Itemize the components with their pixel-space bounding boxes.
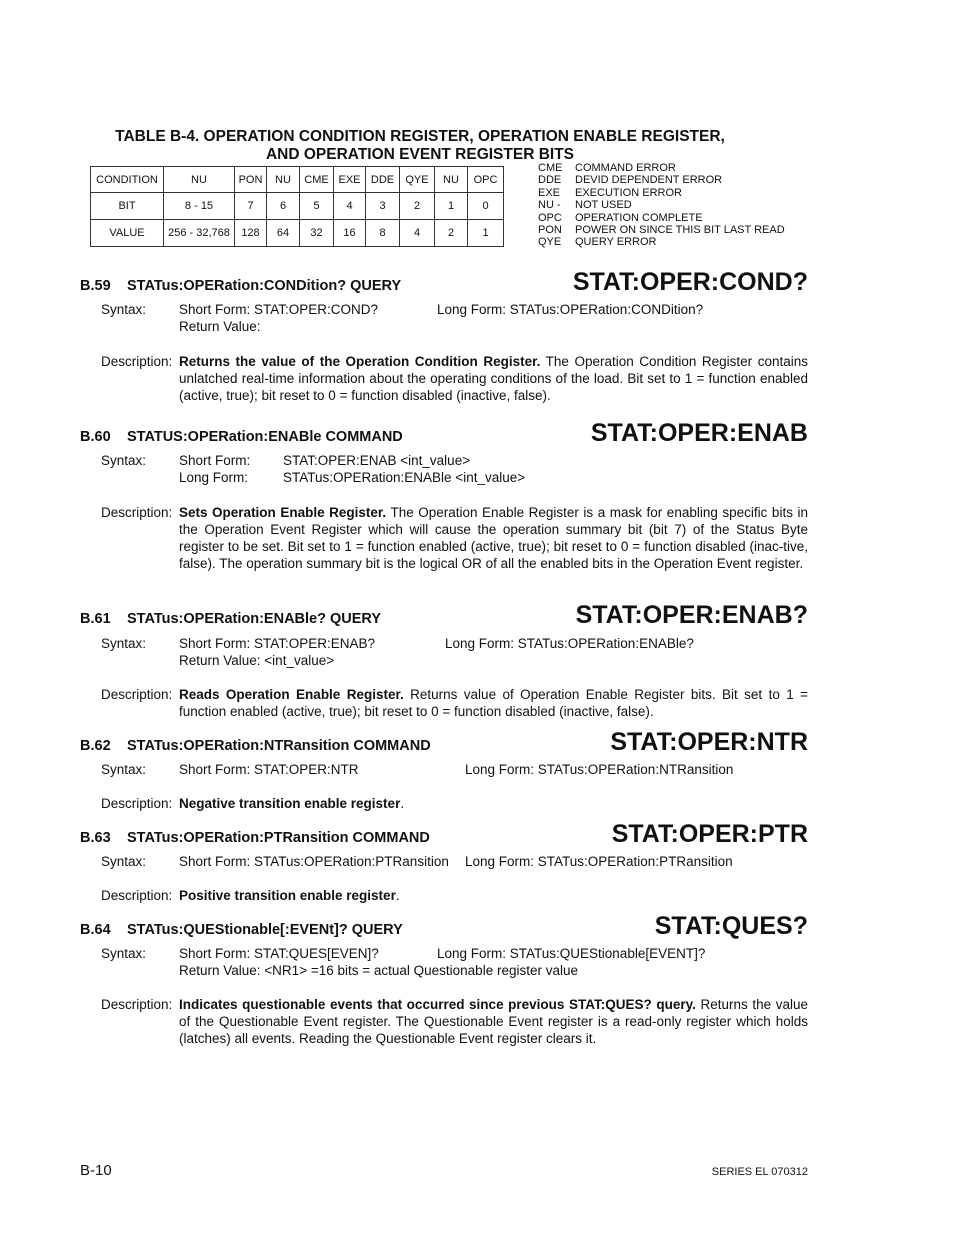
command-title-b60: STAT:OPER:ENAB: [590, 419, 808, 447]
table-cell: OPC: [468, 167, 504, 193]
legend-desc: POWER ON SINCE THIS BIT LAST READ: [575, 224, 785, 237]
section-title: STATus:QUEStionable[:EVENt]? QUERY: [127, 922, 403, 938]
long-form: Long Form: STATus:QUEStionable[EVENT]?: [437, 946, 706, 961]
legend-item: [538, 236, 785, 248]
section-heading-b63: [80, 830, 430, 846]
short-form: Short Form: STAT:QUES[EVEN]?: [179, 946, 379, 961]
long-form: Long Form: STATus:OPERation:PTRansition: [465, 854, 733, 869]
description-text: [179, 887, 808, 904]
syntax-label: Syntax:: [101, 453, 147, 468]
legend-desc: OPERATION COMPLETE: [575, 211, 703, 224]
short-form: Short Form: STAT:OPER:NTR: [179, 762, 359, 777]
description-rest: Returns the value of the Questionable Event register. The Questionable Event register is a read-only register which holds (latches) all events. Reading the Questionable Event register clears it.: [179, 997, 808, 1046]
table-cell: NU: [164, 167, 235, 193]
syntax-label: Syntax:: [101, 946, 147, 961]
long-form-label: Long Form:: [179, 470, 249, 485]
description-rest: The Operation Condition Register contains unlatched real-time information about the operating conditions of the load. Bit set to 1 = function enabled (active, true); bit reset to 0 = function disabled (inactive, false).: [179, 354, 808, 403]
description-bold: Sets Operation Enable Register.: [179, 505, 387, 520]
section-title: STATus:OPERation:PTRansition COMMAND: [127, 830, 430, 846]
legend-desc: NOT USED: [575, 199, 632, 212]
table-cell: PON: [235, 167, 267, 193]
description-label: Description:: [101, 505, 173, 520]
table-cell: CME: [300, 167, 334, 193]
section-number: B.63: [80, 830, 111, 846]
description-text: [179, 795, 808, 812]
legend-key: NU -: [538, 199, 561, 212]
legend-item: [538, 199, 785, 211]
legend-key: CME: [538, 162, 563, 174]
section-number: B.60: [80, 429, 111, 445]
description-label: Description:: [101, 796, 173, 811]
section-number: B.62: [80, 738, 111, 754]
long-form: Long Form: STATus:OPERation:ENABle?: [445, 636, 694, 651]
description-text: [179, 686, 808, 720]
short-form: Short Form: STAT:OPER:COND?: [179, 302, 379, 317]
table-cell: NU: [267, 167, 300, 193]
table-cell: CONDITION: [91, 167, 164, 193]
short-form: Short Form: STATus:OPERation:PTRansition: [179, 854, 449, 869]
register-bits-table: [90, 166, 504, 247]
table-cell: 1: [435, 193, 468, 220]
command-title-b62: STAT:OPER:NTR: [610, 728, 808, 756]
legend-item: [538, 212, 785, 224]
section-heading-b64: [80, 922, 403, 938]
description-bold: Negative transition enable register: [179, 796, 401, 811]
legend-item: [538, 224, 785, 236]
abbreviation-legend: [538, 162, 785, 249]
table-cell: EXE: [334, 167, 366, 193]
table-cell: 32: [300, 220, 334, 247]
section-title: STATUS:OPERation:ENABle COMMAND: [127, 429, 403, 445]
table-cell: BIT: [91, 193, 164, 220]
table-row-value: [91, 220, 504, 247]
table-cell: 8 - 15: [164, 193, 235, 220]
table-cell: 64: [267, 220, 300, 247]
syntax-label: Syntax:: [101, 636, 147, 651]
section-title: STATus:OPERation:NTRansition COMMAND: [127, 738, 431, 754]
return-value: Return Value:: [179, 319, 261, 334]
description-bold: Returns the value of the Operation Condition Register.: [179, 354, 541, 369]
legend-desc: DEVID DEPENDENT ERROR: [575, 174, 723, 187]
table-cell: 1: [468, 220, 504, 247]
table-cell: 8: [366, 220, 400, 247]
command-title-b63: STAT:OPER:PTR: [611, 820, 808, 848]
description-bold: Reads Operation Enable Register.: [179, 687, 404, 702]
legend-key: OPC: [538, 211, 562, 224]
table-title-line2: AND OPERATION EVENT REGISTER BITS: [265, 146, 575, 163]
command-title-b61: STAT:OPER:ENAB?: [575, 601, 808, 629]
page-number: B-10: [80, 1162, 112, 1179]
legend-key: PON: [538, 224, 562, 237]
section-number: B.59: [80, 278, 111, 294]
long-form: Long Form: STATus:OPERation:NTRansition: [465, 762, 734, 777]
table-row-condition: [91, 167, 504, 193]
description-label: Description:: [101, 354, 173, 369]
section-heading-b60: [80, 429, 403, 445]
section-title: STATus:OPERation:CONDition? QUERY: [127, 278, 402, 294]
command-title-b64: STAT:QUES?: [654, 912, 808, 940]
section-heading-b61: [80, 611, 381, 627]
legend-desc: EXECUTION ERROR: [575, 186, 682, 199]
legend-key: DDE: [538, 174, 562, 187]
legend-key: EXE: [538, 186, 561, 199]
legend-desc: QUERY ERROR: [575, 236, 657, 249]
short-form: Short Form: STAT:OPER:ENAB?: [179, 636, 376, 651]
legend-item: [538, 187, 785, 199]
series-footer: SERIES EL 070312: [711, 1166, 808, 1178]
description-label: Description:: [101, 888, 173, 903]
legend-key: QYE: [538, 236, 562, 249]
section-number: B.61: [80, 611, 111, 627]
description-label: Description:: [101, 687, 173, 702]
table-cell: NU: [435, 167, 468, 193]
syntax-label: Syntax:: [101, 854, 147, 869]
table-cell: 0: [468, 193, 504, 220]
table-row-bit: [91, 193, 504, 220]
table-cell: 2: [400, 193, 435, 220]
table-cell: 6: [267, 193, 300, 220]
return-value: Return Value: <NR1> =16 bits = actual Questionable register value: [179, 963, 578, 978]
description-bold: Indicates questionable events that occurred since previous STAT:QUES? query.: [179, 997, 696, 1012]
long-form: Long Form: STATus:OPERation:CONDition?: [437, 302, 704, 317]
section-title: STATus:OPERation:ENABle? QUERY: [127, 611, 382, 627]
description-text: [179, 996, 808, 1047]
command-title-b59: STAT:OPER:COND?: [572, 268, 808, 296]
return-value: Return Value: <int_value>: [179, 653, 335, 668]
legend-item: [538, 174, 785, 186]
table-cell: DDE: [366, 167, 400, 193]
description-rest: .: [395, 888, 400, 903]
section-heading-b62: [80, 738, 431, 754]
description-text: [179, 504, 808, 572]
long-form: STATus:OPERation:ENABle <int_value>: [283, 470, 526, 485]
description-rest: Returns value of Operation Enable Register bits. Bit set to 1 = function enabled (active, true); bit reset to 0 = function disabled (inactive, false).: [179, 687, 808, 719]
table-cell: 16: [334, 220, 366, 247]
table-cell: 256 - 32,768: [164, 220, 235, 247]
legend-item: [538, 162, 785, 174]
table-cell: 4: [334, 193, 366, 220]
description-rest: .: [400, 796, 405, 811]
syntax-label: Syntax:: [101, 302, 147, 317]
table-cell: 128: [235, 220, 267, 247]
section-number: B.64: [80, 922, 111, 938]
table-cell: QYE: [400, 167, 435, 193]
table-cell: 5: [300, 193, 334, 220]
table-cell: 4: [400, 220, 435, 247]
table-title-line1: TABLE B-4. OPERATION CONDITION REGISTER, OPERATION ENABLE REGISTER,: [115, 128, 725, 145]
table-cell: VALUE: [91, 220, 164, 247]
short-form: STAT:OPER:ENAB <int_value>: [283, 453, 471, 468]
description-label: Description:: [101, 997, 173, 1012]
table-cell: 2: [435, 220, 468, 247]
syntax-label: Syntax:: [101, 762, 147, 777]
table-cell: 3: [366, 193, 400, 220]
short-form-label: Short Form:: [179, 453, 251, 468]
legend-desc: COMMAND ERROR: [575, 162, 676, 174]
table-cell: 7: [235, 193, 267, 220]
section-heading-b59: [80, 278, 401, 294]
description-bold: Positive transition enable register: [179, 888, 396, 903]
description-text: [179, 353, 808, 404]
description-rest: The Operation Enable Register is a mask for enabling specific bits in the Operation Event Register which will cause the operation summary bit (bit 7) of the Status Byte register to be set. Bit set to 1 = function enabled (active, true); bit reset to 0 = function disabled (inac-tive, false). The operation summary bit is the logical OR of all the enabled bits in the Operation Event register.: [179, 505, 808, 571]
